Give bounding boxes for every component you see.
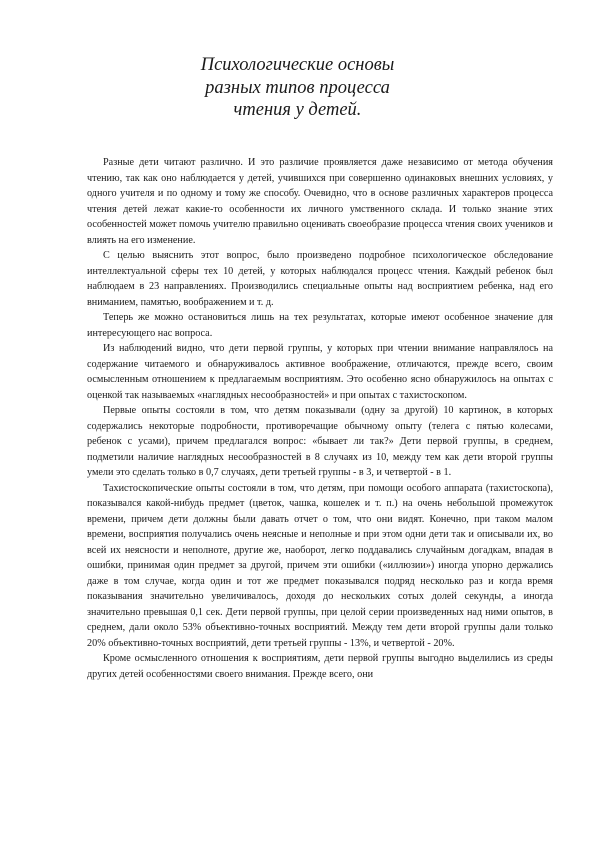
paragraph: Из наблюдений видно, что дети первой группы, у которых при чтении внимание направлялось на содержание читаемого и обнаруживалось активное воображение, отличаются, прежде всего, своим осмысленным отношением к предлагаемым восприятиям. Это особенно ясно обнаружилось на опытах с оценкой так называемых «наглядных несообразностей» и при опытах с тахистоскопом. xyxy=(87,343,553,401)
document-body xyxy=(87,155,553,682)
title-line: чтения у детей. xyxy=(233,100,362,120)
paragraph: Разные дети читают различно. И это различие проявляется даже независимо от метода обучения чтению, так как оно наблюдается у детей, учившихся при совершенно одинаковых внешних условиях, у одного учителя и по одному и тому же способу. Очевидно, что в основе различных характеров процесса чтения детей лежат какие-то особенности их личного умственного склада. И только знание этих особенностей может помочь учителю правильно оценивать своеобразие процесса чтения своих учеников и влиять на его изменение. xyxy=(87,157,553,246)
document-title xyxy=(0,54,595,122)
paragraph: С целью выяснить этот вопрос, было произведено подробное психологическое обследование интеллектуальной сферы тех 10 детей, у которых наблюдался процесс чтения. Каждый ребенок был наблюдаем в 23 направлениях. Производились специальные опыты над восприятием ребенка, над его вниманием, памятью, воображением и т. д. xyxy=(87,250,553,308)
paragraph: Первые опыты состояли в том, что детям показывали (одну за другой) 10 картинок, в которых содержались некоторые подробности, противоречащие обычному опыту (телега с пятью колесами, ребенок с усами), причем предлагался вопрос: «бывает ли так?» Дети первой группы, в среднем, подметили наличие наглядных несообразностей в 8 случаях из 10, между тем как дети второй группы умели это сделать только в 0,7 случаях, дети третьей группы - в 3, и четвертой - в 1. xyxy=(87,405,553,478)
paragraph: Кроме осмысленного отношения к восприятиям, дети первой группы выгодно выделились из среды других детей особенностями своего внимания. Прежде всего, они xyxy=(87,653,553,680)
paragraph: Теперь же можно остановиться лишь на тех результатах, которые имеют особенное значение для интересующего нас вопроса. xyxy=(87,312,553,339)
title-line: разных типов процесса xyxy=(205,77,390,98)
title-line: Психологические основы xyxy=(200,55,395,75)
paragraph: Тахистоскопические опыты состояли в том, что детям, при помощи особого аппарата (тахистоскопа), показывался какой-нибудь предмет (цветок, чашка, кошелек и т. п.) на очень небольшой промежуток времени, причем дети должны были давать отчет о том, что они видят. Конечно, при таком малом времени, восприятия получались очень неясные и неполные и при этом одни дети так и описывали их, во всей их неясности и неполноте, другие же, наоборот, легко поддавались случайным догадкам, впадая в ошибки, принимая один предмет за другой, причем эти ошибки («иллюзии») иногда упорно держались даже в том случае, когда один и тот же предмет показывался подряд несколько раз и когда время показывания значительно увеличивалось, доходя до нескольких сотых долей секунды, а иногда значительно превышая 0,1 сек. Дети первой группы, при целой серии произведенных над ними опытов, в среднем, дали около 53% объективно-точных восприятий. Между тем дети второй группы дали только 20% объективно-точных восприятий, дети третьей группы - 13%, и четвертой - 20%. xyxy=(87,482,553,649)
